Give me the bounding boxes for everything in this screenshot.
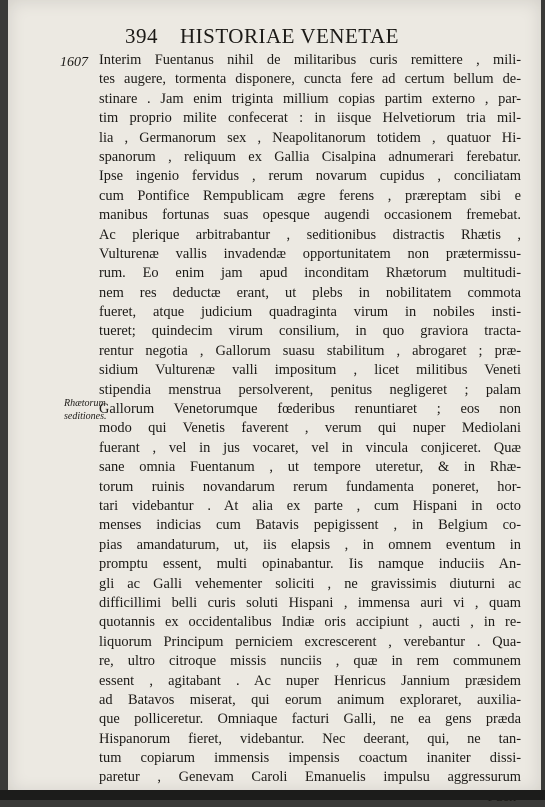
text-line: menses indicias cum Batavis pepigissent , in Belgium co- [99,517,521,534]
text-line: liquorum Principum perniciem excrescerent , verebantur . Qua- [99,633,521,650]
text-line: fuerant , vel in jus vocaret, vel in vincula conjiceret. Quæ [99,439,521,456]
text-line: Ipse ingenio fervidus , rerum novarum cupidus , conciliatam [99,168,521,185]
text-line: manibus fortunas suas opesque augendi occasionem fremebat. [99,207,521,224]
text-line: quotannis ex occidentalibus Indiæ oris accipiunt , aucti , in re- [99,614,521,631]
text-line: rum. Eo enim jam apud inconditam Rhætorum multitudi- [99,265,521,282]
margin-year: 1607 [60,55,88,70]
text-line: essent , agitabant . Ac nuper Henricus Jannium præsidem [99,672,521,689]
text-line: nem res deductæ erant, ut plebs in nobilitatem commota [99,284,521,301]
text-line: Interim Fuentanus nihil de militaribus curis remittere , mili- [99,52,521,68]
text-line: lia , Germanorum sex , Neapolitanorum totidem , quatuor Hi- [99,129,521,146]
page-number: 394 [125,24,158,48]
page-header [125,24,399,49]
text-line: tim proprio milite confecerat : in iisque Helvetiorum tria mil- [99,110,521,127]
text-line: modo qui Venetis faverent , verum qui nuper Mediolani [99,420,521,437]
text-line: fueret, atque judicium quadraginta virum in nobiles insti- [99,304,521,321]
text-line: promptu essent, multi opinabantur. Iis namque induciis An- [99,556,521,573]
text-line: stinare . Jam enim triginta millium copias partim externo , par- [99,90,521,107]
text-line: torum ruinis novandarum rerum fundamenta poneret, hor- [99,478,521,495]
margin-note-line: Rhætorum [64,398,106,409]
text-line: ad Batavos miserat, qui eorum animum exploraret, auxilia- [99,691,521,708]
text-line: stipendia menstrua persolverent, penitus negligeret ; palam [99,381,521,398]
text-line: Ac plerique arbitrabantur , seditionibus distractis Rhætis , [99,226,521,243]
text-line: pias amandaturum, ut, iis elapsis , in omnem eventum in [99,536,521,553]
margin-note-line: seditiones. [64,411,107,422]
running-title: HISTORIAE VENETAE [180,24,399,48]
text-line: tari videbantur . At alia ex parte , cum Hispani in octo [99,497,521,514]
text-line: difficillimi belli curis soluti Hispani , immensa auri vi , quam [99,594,521,611]
text-line: que polliceretur. Omniaque facturi Galli, ne ea gens præda [99,711,521,728]
text-line: sidium Vulturenæ valli impositum , licet militibus Veneti [99,362,521,379]
text-line: Hispanorum fieret, videbantur. Nec deerant, qui, ne tan- [99,730,521,747]
text-line: tes augere, tormenta disponere, cuncta fere ad certum bellum de- [99,71,521,88]
text-line: re, ultro citroque missis nunciis , quæ in rem communem [99,653,521,670]
text-line: cum Pontifice Rempublicam ægre ferens , præreptam sibi e [99,187,521,204]
text-line: sane omnia Fuentanum , ut tempore uteretur, & in Rhæ- [99,459,521,476]
text-line: tum copiarum immensis impensis coactum inaniter dissi- [99,750,521,767]
text-line: gli ac Galli vehementer soliciti , ne gravissimis diuturni ac [99,575,521,592]
text-line: paretur , Genevam Caroli Emanuelis impulsu aggressurum [99,769,521,786]
text-line: tueret; quindecim virum consilium, in quo graviora tracta- [99,323,521,340]
text-line: rentur negotia , Gallorum suasu stabilitum , abrogaret ; præ- [99,342,521,359]
page-bottom-edge [0,790,545,800]
text-line: Vulturenæ vallis invadendæ opportunitatem non prætermissu- [99,245,521,262]
text-line: Gallorum Venetorumque fœderibus renuntiaret ; eos non [99,401,521,418]
body-text [99,51,521,807]
text-line: spanorum , reliquum ex Gallia Cisalpina adnumerari ferebatur. [99,148,521,165]
book-page [8,0,541,793]
